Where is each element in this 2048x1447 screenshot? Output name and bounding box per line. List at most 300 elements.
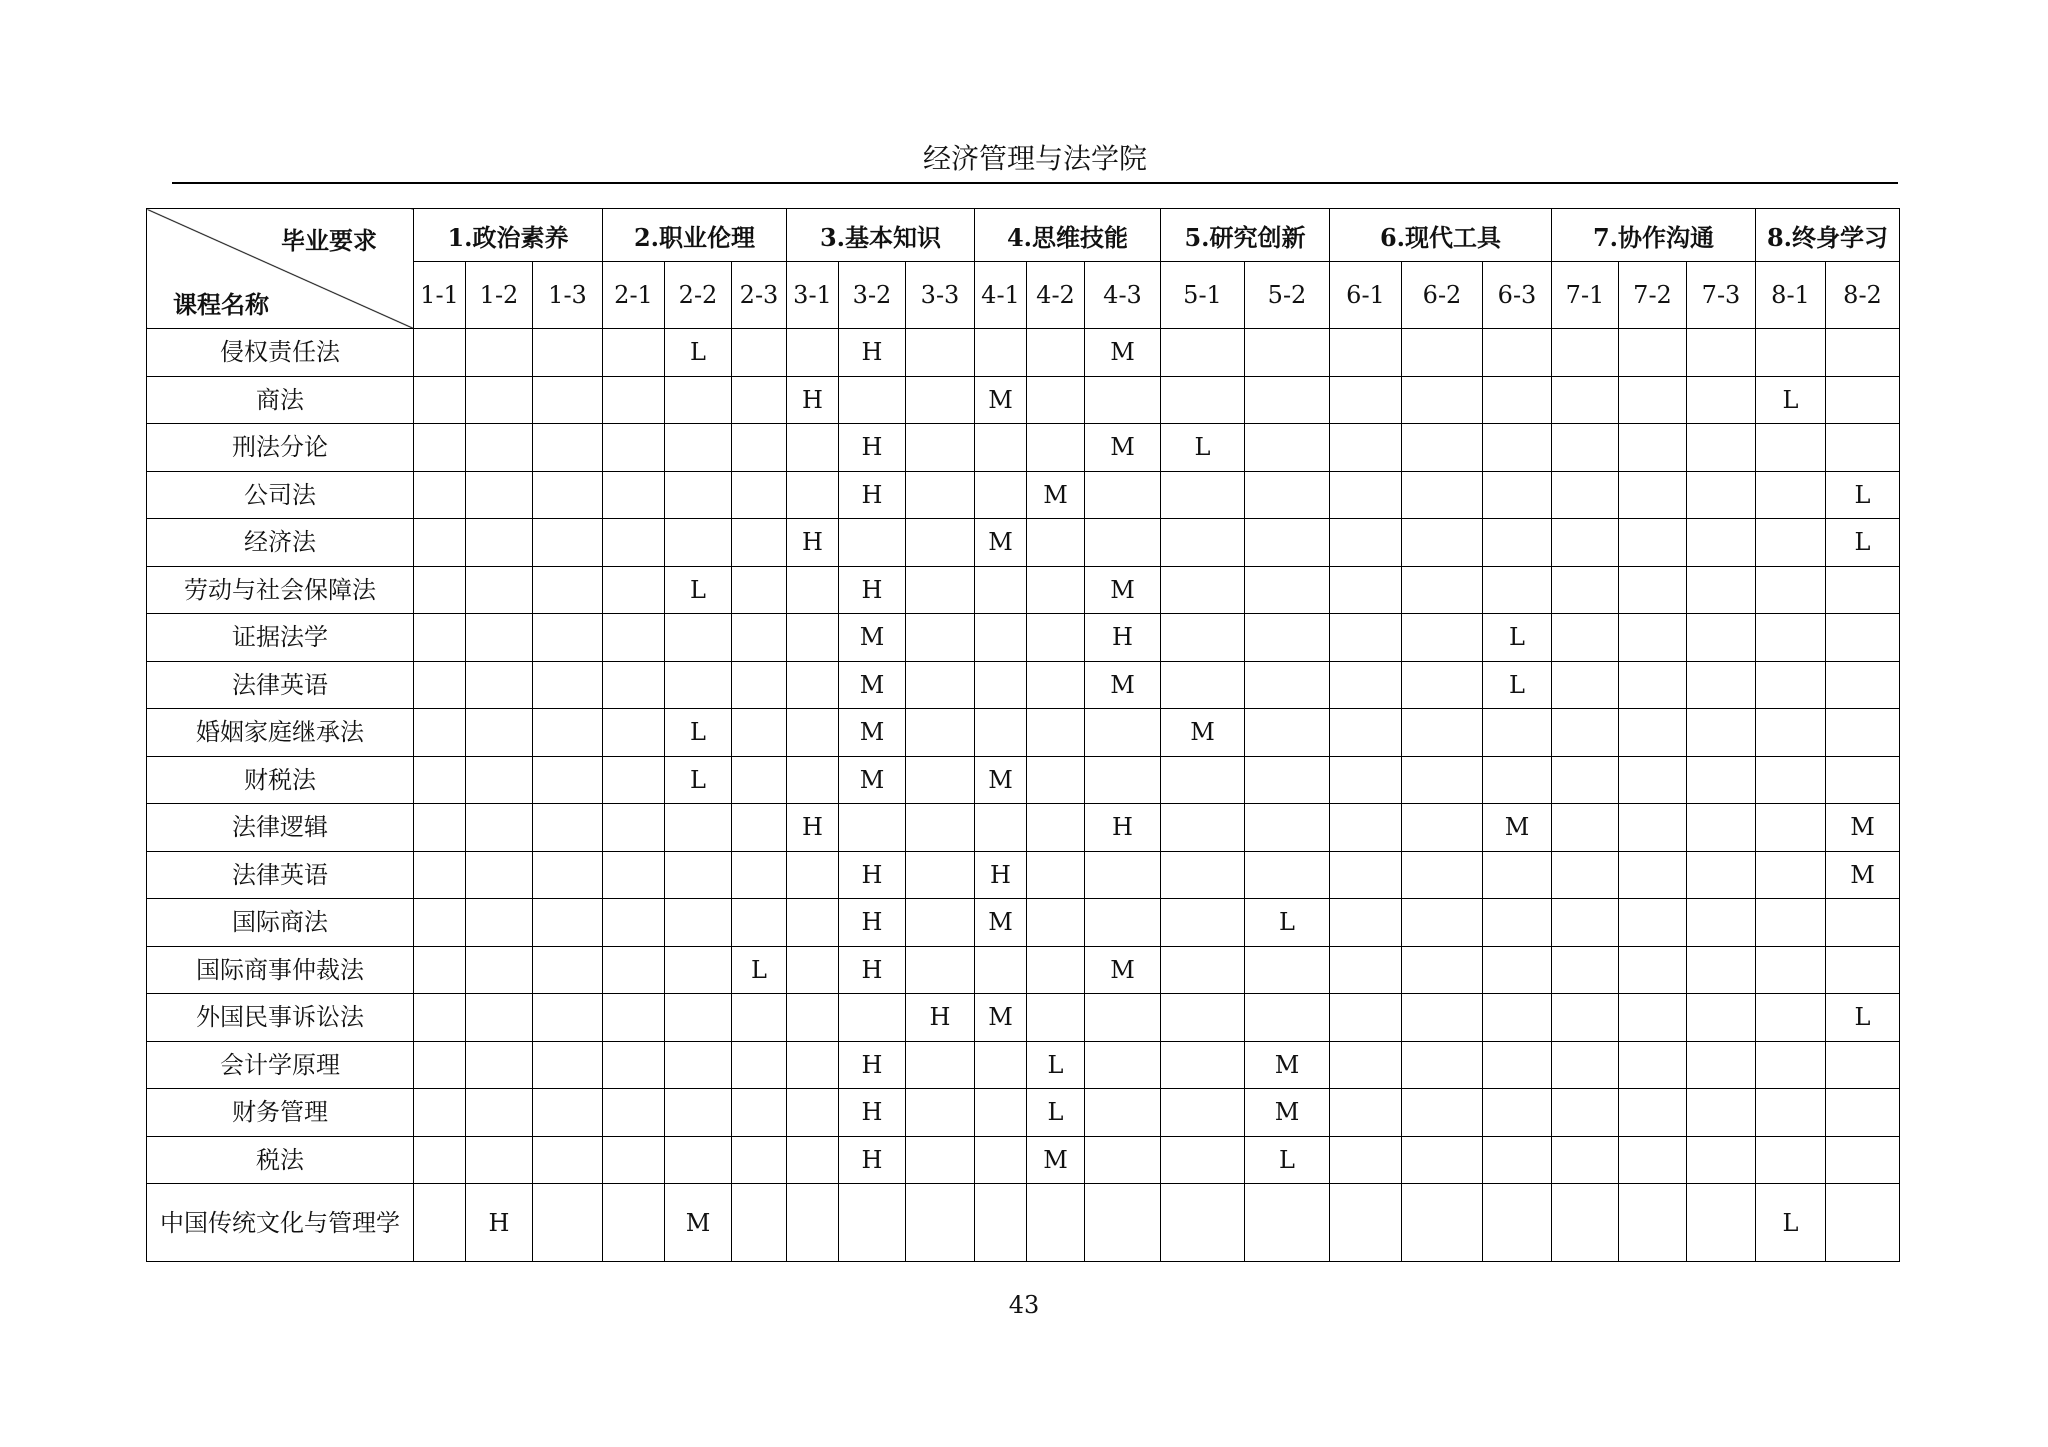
support-level-cell: [603, 1136, 665, 1184]
support-level-cell: [1619, 899, 1687, 947]
support-level-cell: [1687, 376, 1756, 424]
header-title: 经济管理与法学院: [922, 142, 1147, 175]
support-level-cell: [1402, 1184, 1483, 1262]
support-level-cell: [732, 709, 787, 757]
support-level-cell: L: [1483, 661, 1552, 709]
support-level-cell: [414, 1089, 466, 1137]
support-level-cell: [1402, 661, 1483, 709]
support-level-cell: [1245, 804, 1330, 852]
support-level-cell: [466, 756, 533, 804]
support-level-cell: [1826, 566, 1900, 614]
support-level-cell: M: [1085, 566, 1161, 614]
support-level-cell: [1483, 946, 1552, 994]
course-name-cell: [147, 1184, 414, 1262]
support-level-cell: [975, 471, 1027, 519]
support-level-cell: [1483, 424, 1552, 472]
support-level-cell: [906, 946, 975, 994]
support-level-cell: [975, 1136, 1027, 1184]
support-level-cell: [839, 1184, 906, 1262]
support-level-cell: [1483, 1089, 1552, 1137]
support-level-cell: [732, 471, 787, 519]
support-level-cell: [414, 1041, 466, 1089]
support-level-cell: [1245, 946, 1330, 994]
support-level-cell: [732, 994, 787, 1042]
support-level-cell: [1245, 329, 1330, 377]
support-level-cell: [732, 804, 787, 852]
support-level-cell: [1161, 1136, 1245, 1184]
course-name: 法律英语: [232, 670, 328, 699]
support-level-cell: [1402, 1041, 1483, 1089]
support-level-cell: [1245, 756, 1330, 804]
support-level-cell: H: [787, 804, 839, 852]
support-level-cell: [1330, 614, 1402, 662]
support-level-cell: H: [787, 519, 839, 567]
support-level-cell: [665, 1041, 732, 1089]
support-level-cell: [1402, 376, 1483, 424]
support-level-cell: [1756, 566, 1826, 614]
support-level-cell: [603, 804, 665, 852]
support-level-cell: H: [839, 946, 906, 994]
support-level-cell: [533, 1184, 603, 1262]
support-level-cell: [466, 1089, 533, 1137]
table-row: [147, 709, 1900, 757]
course-name: 侵权责任法: [220, 338, 340, 367]
requirement-sub-3-2: 3-2: [839, 262, 906, 329]
course-name: 法律逻辑: [232, 813, 328, 842]
course-name: 财务管理: [232, 1098, 328, 1127]
support-level-cell: [1161, 899, 1245, 947]
support-level-cell: L: [1161, 424, 1245, 472]
support-level-cell: [665, 614, 732, 662]
support-level-cell: [1330, 994, 1402, 1042]
support-level-cell: [1402, 1089, 1483, 1137]
support-level-cell: [1619, 1089, 1687, 1137]
support-level-cell: [414, 1136, 466, 1184]
support-level-cell: [1687, 756, 1756, 804]
support-level-cell: [1027, 424, 1085, 472]
support-level-cell: [787, 1184, 839, 1262]
support-level-cell: [1027, 1184, 1085, 1262]
requirement-sub-4-1: 4-1: [975, 262, 1027, 329]
support-level-cell: [1756, 329, 1826, 377]
support-level-cell: [732, 1041, 787, 1089]
support-level-cell: M: [1483, 804, 1552, 852]
support-level-cell: L: [732, 946, 787, 994]
support-level-cell: [1330, 1041, 1402, 1089]
course-name: 劳动与社会保障法: [184, 575, 376, 604]
course-name: 证据法学: [232, 623, 328, 652]
support-level-cell: [906, 709, 975, 757]
requirement-group-3: 3.基本知识: [787, 209, 975, 262]
support-level-cell: [1027, 994, 1085, 1042]
support-level-cell: [466, 471, 533, 519]
support-level-cell: [1483, 1041, 1552, 1089]
support-level-cell: [533, 376, 603, 424]
support-level-cell: [1826, 614, 1900, 662]
support-level-cell: M: [1085, 329, 1161, 377]
support-level-cell: [787, 566, 839, 614]
support-level-cell: [732, 851, 787, 899]
support-level-cell: [1085, 851, 1161, 899]
support-level-cell: [1402, 614, 1483, 662]
course-name: 税法: [256, 1145, 304, 1174]
support-level-cell: [906, 661, 975, 709]
support-level-cell: [839, 804, 906, 852]
support-level-cell: [1756, 756, 1826, 804]
support-level-cell: H: [839, 851, 906, 899]
support-level-cell: [1483, 329, 1552, 377]
support-level-cell: [533, 614, 603, 662]
support-level-cell: [1552, 376, 1619, 424]
requirement-sub-1-1: 1-1: [414, 262, 466, 329]
support-level-cell: [1483, 1184, 1552, 1262]
support-level-cell: H: [787, 376, 839, 424]
support-level-cell: [975, 946, 1027, 994]
support-level-cell: [665, 804, 732, 852]
page-header: [172, 136, 1898, 184]
support-level-cell: [1402, 994, 1483, 1042]
support-level-cell: [1687, 804, 1756, 852]
support-level-cell: [1330, 709, 1402, 757]
support-level-cell: [665, 1136, 732, 1184]
support-level-cell: [1756, 519, 1826, 567]
support-level-cell: [1161, 566, 1245, 614]
support-level-cell: [1085, 471, 1161, 519]
requirement-sub-5-1: 5-1: [1161, 262, 1245, 329]
support-level-cell: [1027, 851, 1085, 899]
support-level-cell: [665, 946, 732, 994]
support-level-cell: [466, 519, 533, 567]
support-level-cell: [533, 851, 603, 899]
support-level-cell: [1085, 1136, 1161, 1184]
support-level-cell: [665, 1089, 732, 1137]
support-level-cell: [1402, 709, 1483, 757]
support-level-cell: [787, 424, 839, 472]
support-level-cell: [1552, 804, 1619, 852]
course-name-cell: [147, 614, 414, 662]
course-name: 会计学原理: [220, 1050, 340, 1079]
support-level-cell: [1161, 519, 1245, 567]
support-level-cell: [1552, 709, 1619, 757]
support-level-cell: L: [1027, 1041, 1085, 1089]
requirement-sub-6-1: 6-1: [1330, 262, 1402, 329]
support-level-cell: [1687, 614, 1756, 662]
requirement-sub-7-2: 7-2: [1619, 262, 1687, 329]
support-level-cell: [975, 614, 1027, 662]
support-level-cell: [1687, 566, 1756, 614]
support-level-cell: [533, 946, 603, 994]
support-level-cell: [1402, 946, 1483, 994]
support-level-cell: [1085, 899, 1161, 947]
support-level-cell: [787, 994, 839, 1042]
support-level-cell: [1161, 851, 1245, 899]
support-level-cell: [1826, 424, 1900, 472]
support-level-cell: [1552, 329, 1619, 377]
support-level-cell: [466, 424, 533, 472]
support-level-cell: [1402, 804, 1483, 852]
support-level-cell: [1245, 851, 1330, 899]
support-level-cell: [787, 1089, 839, 1137]
support-level-cell: [1085, 756, 1161, 804]
course-name-cell: [147, 1136, 414, 1184]
support-level-cell: [1245, 661, 1330, 709]
course-name: 商法: [256, 385, 304, 414]
support-level-cell: [1619, 376, 1687, 424]
support-level-cell: L: [1245, 1136, 1330, 1184]
support-level-cell: [1552, 899, 1619, 947]
requirement-sub-3-3: 3-3: [906, 262, 975, 329]
support-level-cell: M: [975, 756, 1027, 804]
support-level-cell: [533, 661, 603, 709]
support-level-cell: H: [1085, 804, 1161, 852]
support-level-cell: [414, 614, 466, 662]
support-level-cell: [1027, 519, 1085, 567]
support-level-cell: [1330, 1184, 1402, 1262]
support-level-cell: M: [1826, 851, 1900, 899]
support-level-cell: [466, 994, 533, 1042]
support-level-cell: [1245, 424, 1330, 472]
support-level-cell: [1330, 471, 1402, 519]
support-level-cell: [1826, 329, 1900, 377]
support-level-cell: [1245, 994, 1330, 1042]
support-level-cell: [1826, 946, 1900, 994]
support-level-cell: [1687, 519, 1756, 567]
course-name-cell: [147, 851, 414, 899]
support-level-cell: [906, 376, 975, 424]
support-level-cell: M: [839, 661, 906, 709]
support-level-cell: H: [975, 851, 1027, 899]
support-level-cell: L: [1027, 1089, 1085, 1137]
support-level-cell: [1687, 424, 1756, 472]
support-level-cell: [1687, 471, 1756, 519]
requirement-sub-1-2: 1-2: [466, 262, 533, 329]
support-level-cell: [1161, 661, 1245, 709]
support-level-cell: [603, 614, 665, 662]
support-level-cell: L: [1826, 471, 1900, 519]
support-level-cell: [665, 994, 732, 1042]
support-level-cell: [732, 614, 787, 662]
support-level-cell: L: [665, 756, 732, 804]
requirement-group-2: 2.职业伦理: [603, 209, 787, 262]
support-level-cell: [1483, 756, 1552, 804]
support-level-cell: [533, 329, 603, 377]
support-level-cell: [1687, 994, 1756, 1042]
support-level-cell: [466, 1041, 533, 1089]
table-row: [147, 329, 1900, 377]
course-requirement-matrix: [146, 208, 1900, 1262]
table-row: [147, 1184, 1900, 1262]
support-level-cell: [1826, 899, 1900, 947]
support-level-cell: [732, 329, 787, 377]
support-level-cell: [732, 376, 787, 424]
support-level-cell: [1027, 804, 1085, 852]
table-row: [147, 614, 1900, 662]
support-level-cell: L: [1826, 994, 1900, 1042]
support-level-cell: [1619, 566, 1687, 614]
support-level-cell: [603, 899, 665, 947]
requirement-sub-7-3: 7-3: [1687, 262, 1756, 329]
support-level-cell: [1245, 614, 1330, 662]
support-level-cell: [1245, 471, 1330, 519]
table-row: [147, 899, 1900, 947]
support-level-cell: H: [839, 566, 906, 614]
support-level-cell: [975, 1184, 1027, 1262]
support-level-cell: [732, 756, 787, 804]
support-level-cell: [603, 519, 665, 567]
support-level-cell: [533, 1041, 603, 1089]
support-level-cell: [1826, 756, 1900, 804]
support-level-cell: [665, 376, 732, 424]
requirement-sub-2-3: 2-3: [732, 262, 787, 329]
support-level-cell: [1756, 1136, 1826, 1184]
support-level-cell: [1552, 1184, 1619, 1262]
support-level-cell: [603, 424, 665, 472]
requirement-sub-4-2: 4-2: [1027, 262, 1085, 329]
requirement-group-4: 4.思维技能: [975, 209, 1161, 262]
support-level-cell: [603, 851, 665, 899]
support-level-cell: [1085, 1089, 1161, 1137]
support-level-cell: [1619, 614, 1687, 662]
corner-cell: [147, 209, 414, 329]
support-level-cell: [466, 329, 533, 377]
support-level-cell: [466, 376, 533, 424]
course-name-cell: [147, 994, 414, 1042]
support-level-cell: [1756, 994, 1826, 1042]
support-level-cell: [1161, 1184, 1245, 1262]
table-row: [147, 804, 1900, 852]
support-level-cell: [414, 376, 466, 424]
support-level-cell: [1826, 661, 1900, 709]
support-level-cell: [603, 946, 665, 994]
support-level-cell: [1483, 709, 1552, 757]
support-level-cell: [787, 471, 839, 519]
support-level-cell: [1552, 994, 1619, 1042]
support-level-cell: [414, 804, 466, 852]
support-level-cell: [1027, 899, 1085, 947]
table-row: [147, 1089, 1900, 1137]
course-name-cell: [147, 756, 414, 804]
support-level-cell: [1552, 519, 1619, 567]
support-level-cell: [1330, 661, 1402, 709]
table-row: [147, 994, 1900, 1042]
table-row: [147, 519, 1900, 567]
support-level-cell: [1027, 756, 1085, 804]
requirement-group-6: 6.现代工具: [1330, 209, 1552, 262]
support-level-cell: [533, 709, 603, 757]
support-level-cell: [1756, 661, 1826, 709]
support-level-cell: H: [839, 1136, 906, 1184]
support-level-cell: [603, 471, 665, 519]
support-level-cell: [1483, 899, 1552, 947]
support-level-cell: [1027, 376, 1085, 424]
support-level-cell: [1619, 994, 1687, 1042]
support-level-cell: M: [1085, 946, 1161, 994]
support-level-cell: M: [975, 519, 1027, 567]
requirement-sub-6-3: 6-3: [1483, 262, 1552, 329]
support-level-cell: M: [1245, 1041, 1330, 1089]
support-level-cell: [1402, 899, 1483, 947]
support-level-cell: [1552, 614, 1619, 662]
requirement-group-8: 8.终身学习: [1756, 209, 1900, 262]
support-level-cell: [665, 424, 732, 472]
support-level-cell: [533, 566, 603, 614]
support-level-cell: [665, 519, 732, 567]
support-level-cell: [1161, 946, 1245, 994]
support-level-cell: [1027, 946, 1085, 994]
table-row: [147, 946, 1900, 994]
page-number: 43: [1008, 1291, 1040, 1319]
support-level-cell: [414, 1184, 466, 1262]
support-level-cell: [533, 899, 603, 947]
course-name-cell: [147, 1089, 414, 1137]
table-row: [147, 566, 1900, 614]
support-level-cell: [906, 899, 975, 947]
support-level-cell: [1756, 946, 1826, 994]
support-level-cell: [1619, 804, 1687, 852]
support-level-cell: [466, 709, 533, 757]
support-level-cell: [665, 851, 732, 899]
support-level-cell: H: [906, 994, 975, 1042]
course-name-cell: [147, 899, 414, 947]
support-level-cell: [1552, 566, 1619, 614]
support-level-cell: [1402, 851, 1483, 899]
support-level-cell: [1756, 471, 1826, 519]
support-level-cell: [787, 1136, 839, 1184]
support-level-cell: M: [1085, 661, 1161, 709]
support-level-cell: [906, 566, 975, 614]
support-level-cell: [1619, 661, 1687, 709]
support-level-cell: [906, 1136, 975, 1184]
support-level-cell: [1161, 804, 1245, 852]
requirement-sub-2-2: 2-2: [665, 262, 732, 329]
course-name-cell: [147, 709, 414, 757]
requirement-sub-4-3: 4-3: [1085, 262, 1161, 329]
support-level-cell: [466, 614, 533, 662]
requirement-group-7: 7.协作沟通: [1552, 209, 1756, 262]
support-level-cell: [1619, 471, 1687, 519]
support-level-cell: [665, 899, 732, 947]
course-name: 法律英语: [232, 860, 328, 889]
table-row: [147, 661, 1900, 709]
support-level-cell: [533, 424, 603, 472]
course-name-cell: [147, 566, 414, 614]
support-level-cell: [603, 566, 665, 614]
support-level-cell: M: [1027, 471, 1085, 519]
support-level-cell: [975, 661, 1027, 709]
support-level-cell: [906, 1089, 975, 1137]
course-name-cell: [147, 661, 414, 709]
support-level-cell: [603, 1089, 665, 1137]
support-level-cell: H: [839, 329, 906, 377]
support-level-cell: [1330, 946, 1402, 994]
support-level-cell: H: [1085, 614, 1161, 662]
table-row: [147, 376, 1900, 424]
support-level-cell: [466, 804, 533, 852]
requirement-group-1: 1.政治素养: [414, 209, 603, 262]
support-level-cell: [1826, 1041, 1900, 1089]
support-level-cell: [732, 566, 787, 614]
requirement-group-row: [147, 209, 1900, 262]
course-name: 国际商法: [232, 908, 328, 937]
support-level-cell: [1826, 709, 1900, 757]
support-level-cell: [732, 519, 787, 567]
support-level-cell: [533, 756, 603, 804]
support-level-cell: [1027, 661, 1085, 709]
support-level-cell: [975, 709, 1027, 757]
requirement-sub-6-2: 6-2: [1402, 262, 1483, 329]
support-level-cell: [732, 424, 787, 472]
support-level-cell: [533, 519, 603, 567]
